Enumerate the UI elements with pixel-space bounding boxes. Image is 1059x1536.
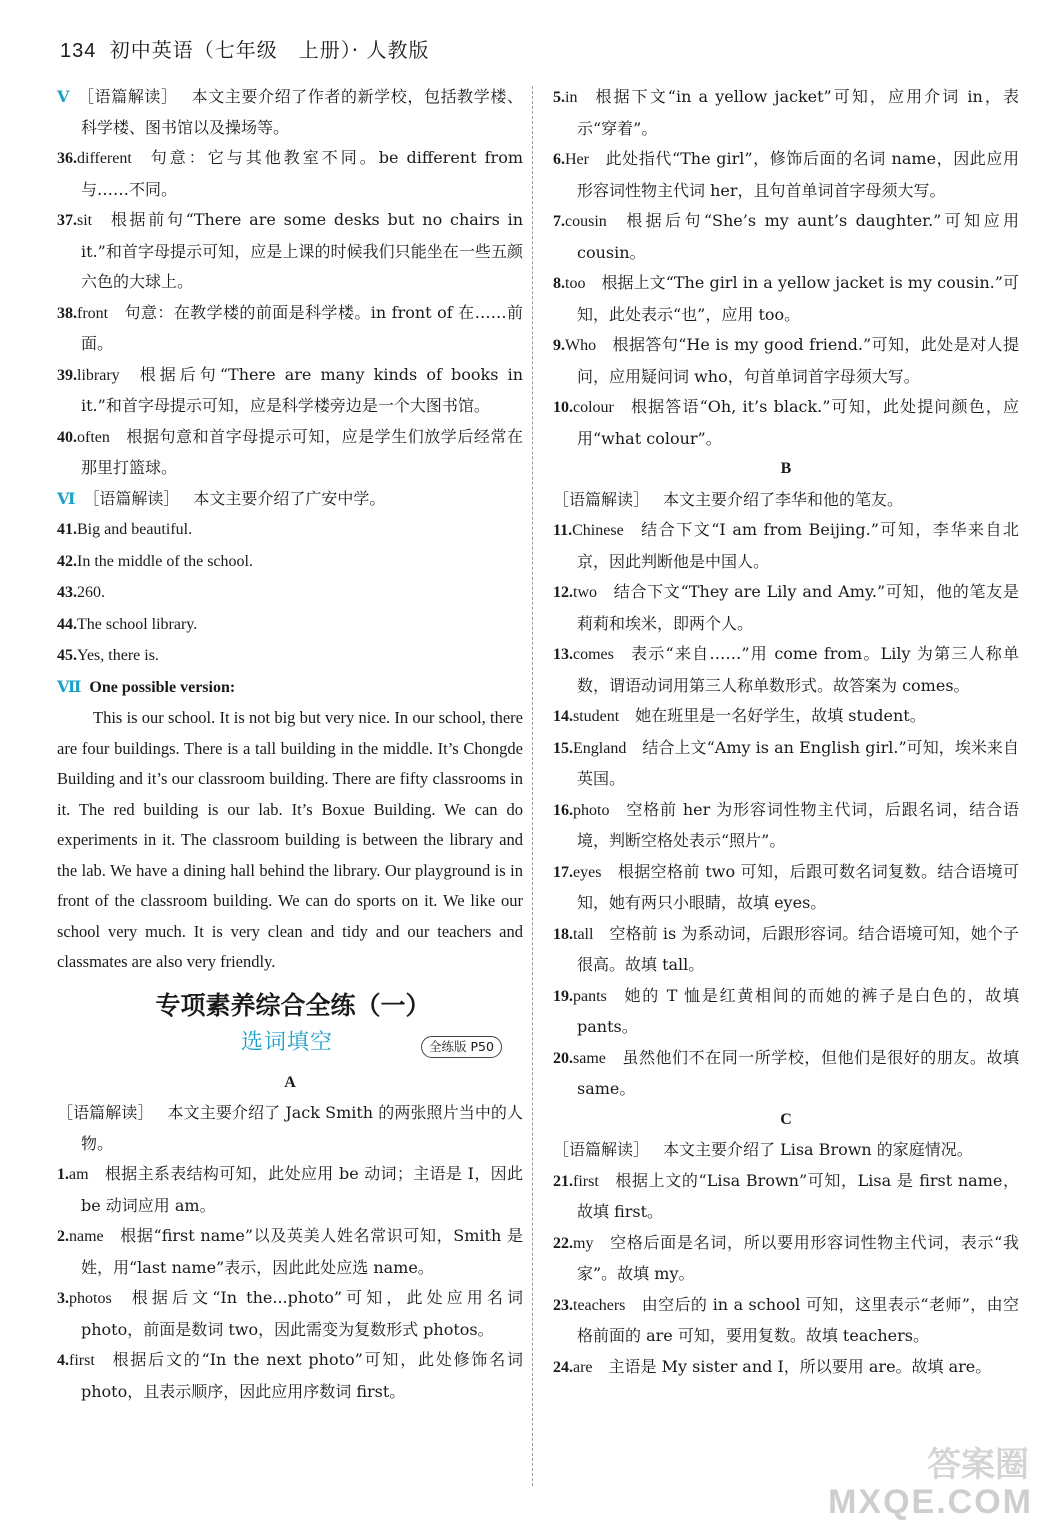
answer-list-21-24 (553, 1166, 1019, 1384)
answer-item (553, 392, 1019, 454)
item-answer: two (573, 584, 597, 601)
answer-item (553, 981, 1019, 1043)
item-explanation: 虽然他们不在同一所学校，但他们是很好的朋友。故填 same。 (577, 1047, 1019, 1098)
section-label: ［语篇解读］ (553, 1140, 650, 1159)
column-divider (532, 86, 533, 1486)
item-answer: comes (573, 646, 614, 663)
answer-item (57, 143, 523, 205)
item-number: 44. (57, 615, 77, 633)
item-number: 23. (553, 1296, 573, 1314)
item-number: 3. (57, 1290, 69, 1307)
page-reference-badge: 全练版 P50 (421, 1036, 502, 1058)
item-explanation: 空格前 is 为系动词，后跟形容词。结合语境可知，她个子很高。故填 tall。 (577, 923, 1019, 974)
left-column (57, 82, 523, 1407)
page-header (60, 34, 429, 63)
item-answer: same (573, 1049, 606, 1067)
answer-item (57, 422, 523, 484)
answer-item (553, 733, 1019, 795)
answer-item (57, 1159, 523, 1221)
item-explanation: 根据前句“There are some desks but no chairs in it.”和首字母提示可知，应是上课的时候我们只能坐在一些五颜六色的大球上。 (81, 210, 523, 291)
watermark-url: MXQE.COM (828, 1483, 1033, 1521)
item-number: 11. (553, 522, 573, 539)
answer-item (553, 1228, 1019, 1290)
item-number: 17. (553, 863, 573, 881)
part-c-heading: C (780, 1110, 792, 1128)
item-explanation: 根据后文的“In the next photo”可知，此处修饰名词 photo，且表示顺序，因此应用序数词 first。 (81, 1350, 523, 1401)
item-explanation: In the middle of the school. (77, 552, 253, 570)
item-number: 36. (57, 150, 77, 167)
item-explanation: 根据主系表结构可知，此处应用 be 动词；主语是 I，因此 be 动词应用 am。 (81, 1164, 523, 1215)
item-answer: photo (573, 801, 610, 819)
item-answer: eyes (573, 863, 602, 881)
item-number: 7. (553, 213, 565, 230)
answer-item (57, 546, 523, 578)
item-explanation: 根据上文的“Lisa Brown”可知，Lisa 是 first name，故填 first。 (577, 1170, 1019, 1221)
item-answer: teachers (573, 1296, 626, 1314)
section-numeral: V (57, 87, 70, 106)
answer-item (553, 795, 1019, 857)
item-explanation: 空格前 her 为形容词性物主代词，后跟名词，结合语境，判断空格处表示“照片”。 (577, 799, 1019, 850)
answer-item (553, 82, 1019, 144)
item-answer: different (77, 150, 132, 167)
item-answer: colour (573, 399, 614, 416)
section-numeral: Ⅶ (57, 676, 82, 696)
section-text: 本文主要介绍了广安中学。 (193, 488, 386, 508)
answer-item (553, 577, 1019, 639)
item-number: 42. (57, 552, 77, 570)
item-explanation: 根据答语“Oh, it’s black.”可知，此处提问颜色，应用“what colour”。 (577, 397, 1019, 448)
item-explanation: The school library. (77, 615, 198, 633)
answer-item (553, 1290, 1019, 1352)
item-number: 9. (553, 337, 565, 354)
answer-list-1-4 (57, 1159, 523, 1407)
part-a-heading: A (284, 1073, 296, 1091)
part-b-heading: B (780, 460, 792, 477)
item-answer: student (573, 708, 620, 725)
item-explanation: 根据空格前 two 可知，后跟可数名词复数。结合语境可知，她有两只小眼睛，故填 eyes。 (577, 861, 1019, 912)
item-number: 39. (57, 366, 77, 384)
section-label: ［语篇解读］ (77, 87, 178, 106)
item-number: 21. (553, 1172, 573, 1190)
answer-item (553, 268, 1019, 330)
item-number: 38. (57, 304, 77, 322)
item-number: 19. (553, 987, 573, 1005)
section-v-intro (57, 82, 523, 143)
answer-list-5-10 (553, 82, 1019, 454)
item-explanation: 根据下文“in a yellow jacket”可知，应用介词 in，表示“穿着”。 (577, 87, 1019, 138)
item-answer: sit (77, 212, 93, 229)
answer-item (553, 1043, 1019, 1105)
item-answer: often (77, 428, 110, 446)
item-answer: tall (573, 925, 594, 943)
item-answer: in (565, 89, 578, 106)
item-explanation: 句意：它与其他教室不同。be different from 与……不同。 (81, 148, 523, 199)
item-explanation: 根据后句“There are many kinds of books in it.”和首字母提示可知，应是科学楼旁边是一个大图书馆。 (81, 364, 523, 415)
section-label: ［语篇解读］ (553, 489, 650, 509)
answer-item (57, 298, 523, 360)
answer-item (553, 639, 1019, 701)
item-explanation: 空格后面是名词，所以要用形容词性物主代词，表示“我家”。故填 my。 (577, 1232, 1019, 1283)
answer-item (553, 1166, 1019, 1228)
item-explanation: 260. (77, 584, 105, 601)
answer-list-11-20 (553, 515, 1019, 1105)
item-explanation: 结合下文“They are Lily and Amy.”可知，他的笔友是莉莉和埃米，即两个人。 (577, 582, 1019, 633)
answer-item (57, 205, 523, 298)
item-answer: cousin (565, 213, 607, 230)
item-answer: my (573, 1234, 594, 1252)
item-answer: first (573, 1172, 599, 1190)
item-explanation: 此处指代“The girl”，修饰后面的名词 name，因此应用形容词性物主代词 her，且句首单词首字母须大写。 (577, 149, 1019, 200)
item-number: 41. (57, 521, 77, 538)
answer-item (57, 1221, 523, 1283)
answer-item (57, 1283, 523, 1345)
answer-list-36-40 (57, 143, 523, 484)
section-text: 本文主要介绍了 Lisa Brown 的家庭情况。 (663, 1140, 973, 1159)
item-explanation: 根据后文“In the...photo”可知，此处应用名词 photo，前面是数词 two，因此需变为复数形式 photos。 (81, 1288, 523, 1339)
item-number: 12. (553, 584, 573, 601)
item-number: 15. (553, 739, 573, 757)
item-number: 13. (553, 646, 573, 663)
item-explanation: 根据上文“The girl in a yellow jacket is my cousin.”可知，此处表示“也”，应用 too。 (577, 273, 1019, 324)
answer-list-41-45 (57, 514, 523, 672)
section-vi-intro (57, 484, 523, 515)
answer-item (57, 609, 523, 641)
item-answer: Her (565, 151, 589, 168)
item-number: 24. (553, 1358, 573, 1376)
watermark-logo: 答案圈 (927, 1445, 1029, 1485)
answer-item (553, 330, 1019, 392)
right-column (553, 82, 1019, 1383)
item-answer: name (69, 1228, 104, 1245)
answer-item (57, 514, 523, 546)
section-text: 本文主要介绍了 Jack Smith 的两张照片当中的人物。 (81, 1103, 523, 1153)
answer-item (553, 857, 1019, 919)
item-number: 20. (553, 1049, 573, 1067)
item-number: 22. (553, 1234, 573, 1252)
item-explanation: 她在班里是一名好学生，故填 student。 (635, 706, 926, 725)
item-number: 40. (57, 428, 77, 446)
section-label: ［语篇解读］ (57, 1103, 154, 1122)
answer-item (553, 206, 1019, 268)
item-number: 2. (57, 1228, 69, 1245)
item-answer: first (69, 1352, 95, 1369)
book-title: 初中英语（七年级 上册）· 人教版 (109, 38, 430, 62)
answer-item (553, 701, 1019, 733)
item-explanation: Big and beautiful. (77, 521, 193, 538)
item-number: 37. (57, 212, 77, 229)
sample-essay: This is our school. It is not big but very nice. In our school, there are four buildings. There is a tall building in the middle. It’s Chongde Building and it’s our classroom building. There are fifty classrooms in it. The red building is our lab. It’s Boxue Building. We can do experiments in it. The classroom building is between the library and the lab. We have a dining hall behind the library. Our playground is in front of the classroom building. We can do sports on it. We like our school very much. It is very clean and tidy and our teachers and classmates are also very friendly. (57, 708, 523, 971)
item-number: 14. (553, 708, 573, 725)
exercise-subtitle: 选词填空 (241, 1029, 334, 1055)
item-number: 43. (57, 584, 77, 601)
item-answer: front (77, 304, 109, 322)
item-answer: are (573, 1358, 593, 1376)
answer-item (57, 1345, 523, 1407)
item-number: 6. (553, 151, 565, 168)
section-vii-intro (57, 672, 523, 704)
part-c-intro (553, 1135, 1019, 1166)
item-explanation: 结合下文“I am from Beijing.”可知，李华来自北京，因此判断他是中国人。 (577, 520, 1019, 571)
item-explanation: 句意：在教学楼的前面是科学楼。in front of 在……前面。 (81, 302, 523, 353)
item-number: 16. (553, 801, 573, 819)
answer-item (553, 919, 1019, 981)
item-number: 10. (553, 399, 573, 416)
section-numeral: Ⅵ (57, 488, 76, 508)
item-explanation: 根据句意和首字母提示可知，应是学生们放学后经常在那里打篮球。 (81, 426, 523, 477)
item-explanation: 结合上文“Amy is an English girl.”可知，埃米来自英国。 (577, 737, 1019, 788)
item-number: 45. (57, 647, 77, 664)
answer-item (57, 360, 523, 422)
section-text: 本文主要介绍了李华和他的笔友。 (663, 489, 904, 509)
item-number: 18. (553, 925, 573, 943)
item-explanation: 根据后句“She’s my aunt’s daughter.”可知应用 cousin。 (577, 211, 1019, 262)
item-answer: pants (573, 987, 607, 1005)
subtitle-row (57, 1028, 523, 1068)
answer-item (57, 577, 523, 609)
answer-item (553, 1352, 1019, 1384)
item-answer: am (69, 1166, 89, 1183)
part-b-intro (553, 485, 1019, 516)
item-explanation: 根据“first name”以及英美人姓名常识可知，Smith 是姓，用“last name”表示，因此此处应选 name。 (81, 1226, 523, 1277)
item-explanation: 根据答句“He is my good friend.”可知，此处是对人提问，应用疑问词 who，句首单词首字母须大写。 (577, 335, 1019, 386)
item-answer: Who (565, 337, 597, 354)
item-number: 5. (553, 89, 565, 106)
item-answer: too (565, 275, 586, 292)
item-explanation: 由空后的 in a school 可知，这里表示“老师”，由空格前面的 are 可知，要用复数。故填 teachers。 (577, 1294, 1019, 1345)
item-number: 8. (553, 275, 565, 292)
item-answer: Chinese (572, 522, 624, 539)
item-answer: England (573, 739, 627, 757)
section-text: 本文主要介绍了作者的新学校，包括教学楼、科学楼、图书馆以及操场等。 (81, 87, 523, 137)
item-explanation: 表示“来自……”用 come from。Lily 为第三人称单数，谓语动词用第三人称单数形式。故答案为 comes。 (577, 644, 1019, 695)
item-explanation: 主语是 My sister and I，所以要用 are。故填 are。 (608, 1356, 992, 1376)
item-number: 1. (57, 1166, 69, 1183)
part-a-intro (57, 1098, 523, 1159)
answer-item (553, 144, 1019, 206)
item-explanation: Yes, there is. (77, 647, 159, 664)
item-answer: photos (69, 1290, 112, 1307)
item-answer: library (77, 366, 120, 384)
essay-heading: One possible version: (89, 678, 236, 696)
chapter-title: 专项素养综合全练（一） (155, 990, 431, 1020)
item-number: 4. (57, 1352, 69, 1369)
page-number: 134 (60, 40, 97, 62)
answer-item (57, 640, 523, 672)
answer-item (553, 515, 1019, 577)
item-explanation: 她的 T 恤是红黄相间的而她的裤子是白色的，故填 pants。 (577, 985, 1019, 1036)
section-label: ［语篇解读］ (83, 488, 180, 508)
